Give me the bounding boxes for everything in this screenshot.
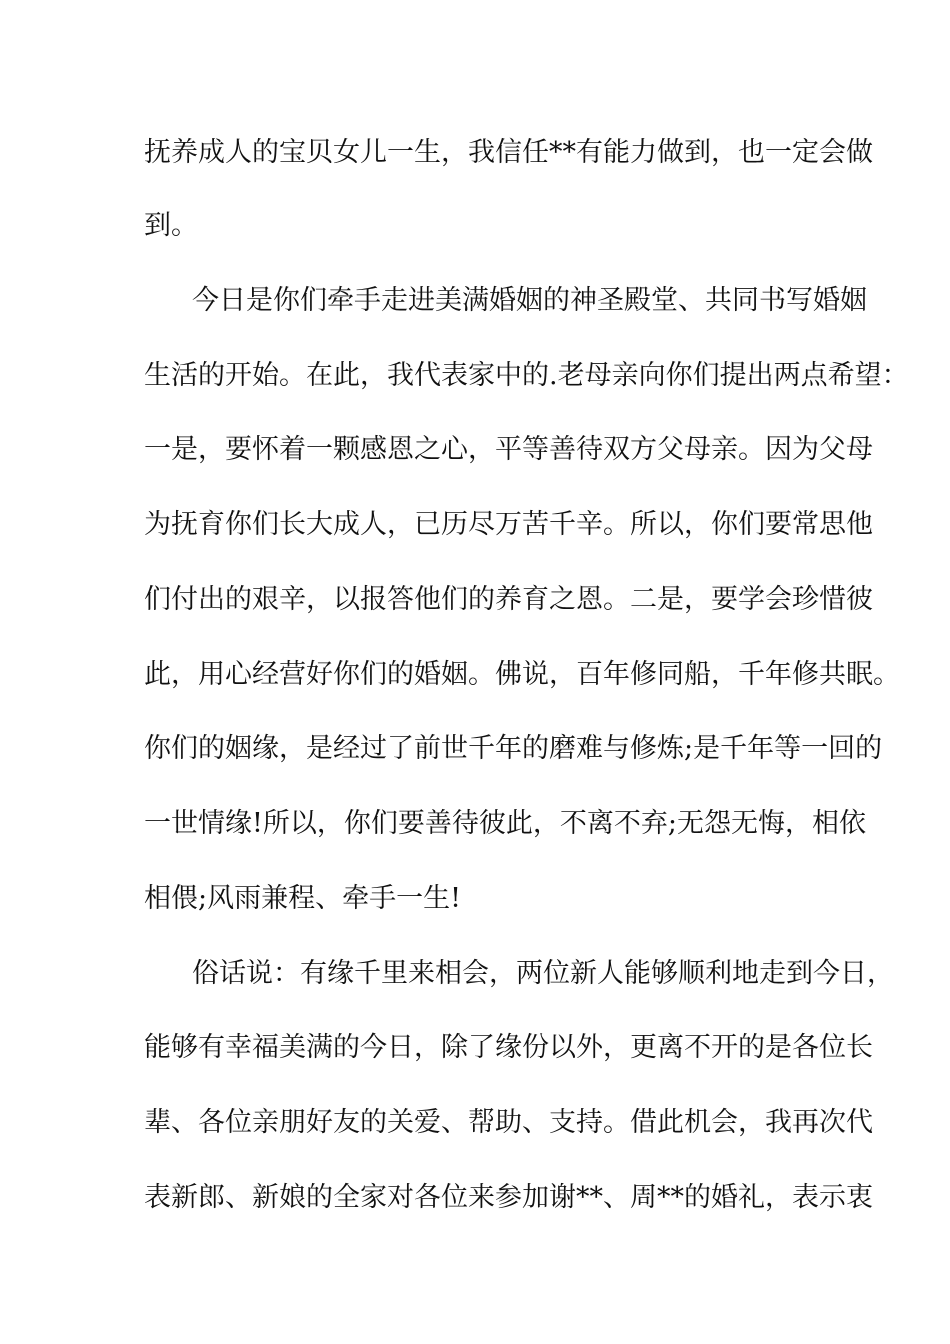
text-line: 生活的开始。在此，我代表家中的.老母亲向你们提出两点希望： bbox=[144, 360, 909, 391]
text-line: 能够有幸福美满的今日，除了缘份以外，更离不开的是各位长 bbox=[144, 1032, 873, 1063]
text-line: 到。 bbox=[144, 210, 198, 241]
paragraph-start-line: 俗话说：有缘千里来相会，两位新人能够顺利地走到今日， bbox=[192, 958, 894, 989]
text-line: 一是，要怀着一颗感恩之心，平等善待双方父母亲。因为父母 bbox=[144, 434, 873, 465]
text-line: 们付出的艰辛，以报答他们的养育之恩。二是，要学会珍惜彼 bbox=[144, 584, 873, 615]
text-line: 相偎;风雨兼程、牵手一生! bbox=[144, 883, 461, 914]
text-line: 辈、各位亲朋好友的关爱、帮助、支持。借此机会，我再次代 bbox=[144, 1107, 873, 1138]
paragraph-start-line: 今日是你们牵手走进美满婚姻的神圣殿堂、共同书写婚姻 bbox=[192, 285, 867, 316]
text-line: 一世情缘!所以，你们要善待彼此，不离不弃;无怨无悔，相依 bbox=[144, 808, 866, 839]
text-line: 抚养成人的宝贝女儿一生，我信任**有能力做到，也一定会做 bbox=[144, 137, 873, 168]
text-line: 你们的姻缘，是经过了前世千年的磨难与修炼;是千年等一回的 bbox=[144, 733, 883, 764]
text-line: 此，用心经营好你们的婚姻。佛说，百年修同船，千年修共眠。 bbox=[144, 659, 900, 690]
text-line: 表新郎、新娘的全家对各位来参加谢**、周**的婚礼，表示衷 bbox=[144, 1182, 873, 1213]
text-line: 为抚育你们长大成人，已历尽万苦千辛。所以，你们要常思他 bbox=[144, 509, 873, 540]
